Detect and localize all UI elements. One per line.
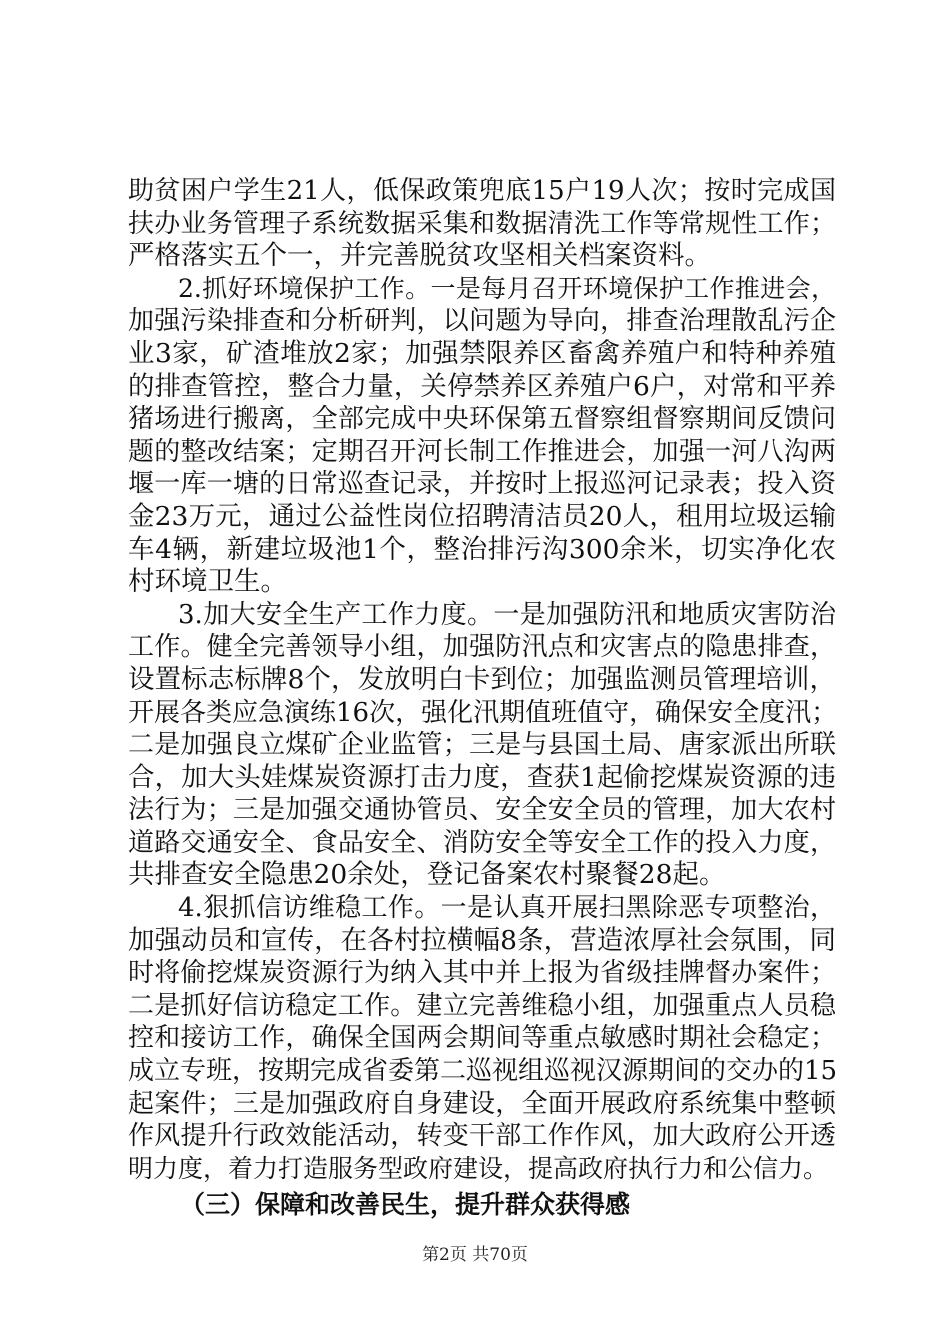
text-line: 加强动员和宣传，在各村拉横幅8条，营造浓厚社会氛围，同 (128, 924, 836, 956)
text-line: 村环境卫生。 (128, 566, 287, 598)
text-line: 作风提升行政效能活动，转变干部工作作风，加大政府公开透 (128, 1121, 836, 1152)
text-line: 助贫困户学生21人，低保政策兜底15户19人次；按时完成国 (128, 176, 836, 206)
text-line: 严格落实五个一，并完善脱贫攻坚相关档案资料。 (128, 240, 711, 272)
text-line: 道路交通安全、食品安全、消防安全等安全工作的投入力度， (128, 827, 836, 858)
text-line: 的排查管控，整合力量，关停禁养区养殖户6户，对常和平养 (128, 370, 836, 402)
paragraph-start-line: 2.抓好环境保护工作。一是每月召开环境保护工作推进会， (178, 273, 836, 303)
text-line: 共排查安全隐患20余处，登记备案农村聚餐28起。 (128, 859, 726, 891)
text-line: 扶办业务管理子系统数据采集和数据清洗工作等常规性工作； (128, 208, 836, 239)
text-line: 车4辆，新建垃圾池1个，整治排污沟300余米，切实净化农 (128, 533, 836, 565)
text-line: 时将偷挖煤炭资源行为纳入其中并上报为省级挂牌督办案件； (128, 958, 836, 989)
paragraph-start-line: 3.加大安全生产工作力度。一是加强防汛和地质灾害防治 (178, 599, 836, 630)
text-line: 设置标志标牌8个，发放明白卡到位；加强监测员管理培训， (128, 663, 836, 695)
page-number: 第2页 共70页 (422, 1245, 528, 1265)
text-line: 法行为；三是加强交通协管员、安全安全员的管理，加大农村 (128, 795, 836, 826)
text-line: 开展各类应急演练16次，强化汛期值班值守，确保安全度汛； (128, 697, 838, 728)
text-line: 成立专班，按期完成省委第二巡视组巡视汉源期间的交办的15 (128, 1056, 838, 1087)
paragraph-start-line: 4.狠抓信访维稳工作。一是认真开展扫黑除恶专项整治， (178, 893, 836, 924)
text-line: 题的整改结案；定期召开河长制工作推进会，加强一河八沟两 (128, 436, 836, 467)
text-line: 业3家，矿渣堆放2家；加强禁限养区畜禽养殖户和特种养殖 (128, 337, 836, 369)
page-footer (0, 1240, 950, 1265)
text-line: 控和接访工作，确保全国两会期间等重点敏感时期社会稳定； (128, 1023, 836, 1054)
text-line: 起案件；三是加强政府自身建设，全面开展政府系统集中整顿 (128, 1088, 836, 1119)
text-line: 合，加大头娃煤炭资源打击力度，查获1起偷挖煤炭资源的违 (128, 761, 836, 793)
text-line: 堰一库一塘的日常巡查记录，并按时上报巡河记录表；投入资 (128, 469, 836, 500)
text-line: 二是加强良立煤矿企业监管；三是与县国土局、唐家派出所联 (128, 730, 836, 761)
text-line: 金23万元，通过公益性岗位招聘清洁员20人，租用垃圾运输 (128, 500, 836, 532)
text-line: 工作。健全完善领导小组，加强防汛点和灾害点的隐患排查， (128, 632, 836, 663)
section-heading: （三）保障和改善民生，提升群众获得感 (180, 1190, 631, 1220)
text-line: 猪场进行搬离，全部完成中央环保第五督察组督察期间反馈问 (128, 404, 836, 435)
document-body (128, 175, 836, 1223)
text-line: 加强污染排查和分析研判，以问题为导向，排查治理散乱污企 (128, 306, 836, 337)
text-line: 二是抓好信访稳定工作。建立完善维稳小组，加强重点人员稳 (128, 990, 836, 1021)
text-line: 明力度，着力打造服务型政府建设，提高政府执行力和公信力。 (128, 1153, 829, 1183)
